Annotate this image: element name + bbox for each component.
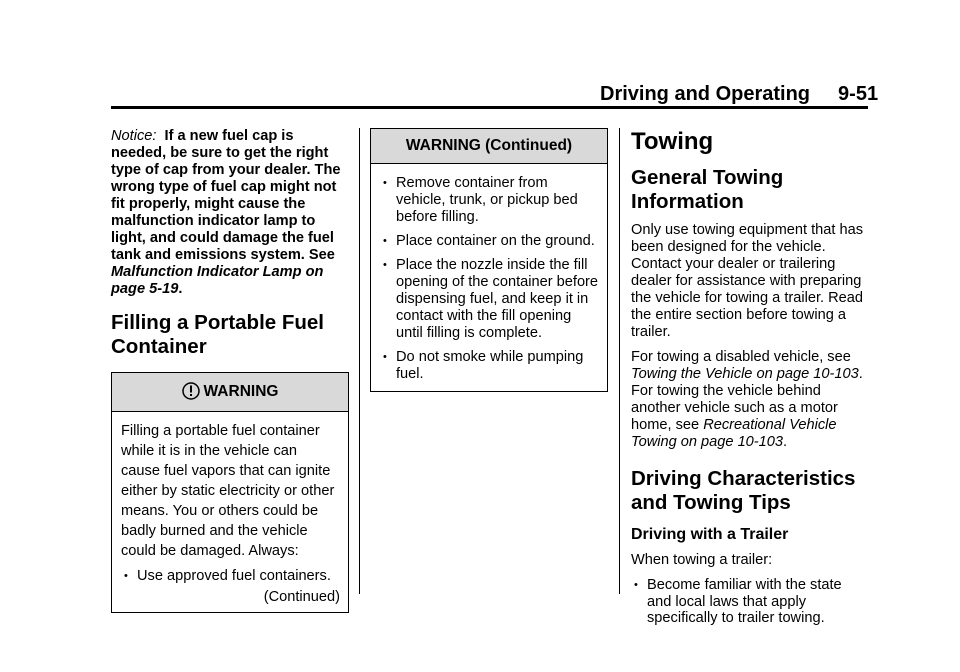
heading-general-towing: General Towing Information [631, 166, 784, 213]
column-divider-1 [359, 128, 360, 594]
trailer-tips-list [631, 577, 868, 627]
warning-body-continued [371, 164, 607, 391]
section-heading-filling: Filling a Portable Fuel Container [111, 311, 324, 358]
bullet-icon: • [634, 579, 638, 591]
list-item: • Use approved fuel containers. [124, 568, 331, 584]
heading-driving-characteristics: Driving Characteristics and Towing Tips [631, 467, 856, 514]
warning-box [111, 372, 349, 613]
list-item: • Place the nozzle inside the fill opening of the container before dispensing fuel, and keep it in contact with the fill opening until filling is complete. [383, 257, 599, 341]
warning-box-continued [370, 128, 608, 392]
column-2 [370, 128, 608, 392]
notice-end: . [178, 281, 183, 297]
column-1 [111, 128, 349, 613]
header-rule [111, 106, 868, 109]
notice-text: If a new fuel cap is needed, be sure to get the right type of cap from your dealer. The wrong type of fuel cap might not fit properly, might cause the malfunction indicator lamp to light, and could damage the fuel tank and emissions system. See [111, 128, 341, 263]
paragraph-disabled-vehicle: For towing a disabled vehicle, see Towing the Vehicle on page 10-103. For towing the vehicle behind another vehicle such as a motor home, see Recreational Vehicle Towing on page 10-103. [631, 349, 863, 450]
warning-list-continued [380, 175, 599, 383]
warning-text: Filling a portable fuel container while it is in the vehicle can cause fuel vapors that can ignite either by static electricity or other means. You or others could be badly burned and the vehicle could be damaged. Always: [121, 423, 335, 559]
paragraph-towing-equipment: Only use towing equipment that has been designed for the vehicle. Contact your dealer or trailering dealer for assistance with preparing the vehicle for towing a trailer. Read the entire section before towing a trailer. [631, 222, 864, 340]
bullet-icon: • [383, 235, 387, 247]
chapter-title-towing: Towing [631, 128, 714, 155]
warning-list [121, 568, 340, 585]
warning-header-continued: WARNING (Continued) [371, 129, 607, 164]
list-item: • Place container on the ground. [383, 233, 595, 249]
bullet-icon: • [383, 351, 387, 363]
notice-paragraph [111, 128, 349, 298]
link-towing-the-vehicle[interactable]: Towing the Vehicle on page 10-103 [631, 366, 859, 382]
list-item: • Remove container from vehicle, trunk, or pickup bed before filling. [383, 175, 578, 225]
section-title: Driving and Operating [600, 83, 811, 105]
page-number: 9-51 [838, 83, 879, 105]
column-3 [631, 128, 868, 627]
list-item: • Become familiar with the state and local laws that apply specifically to trailer towing. [634, 577, 842, 626]
warning-title: WARNING [203, 383, 279, 400]
warning-icon [182, 382, 200, 400]
column-divider-2 [619, 128, 620, 594]
bullet-icon: • [383, 177, 387, 189]
list-item: • Do not smoke while pumping fuel. [383, 349, 584, 382]
paragraph-when-towing: When towing a trailer: [631, 552, 773, 568]
page-header [600, 82, 879, 106]
warning-header [112, 373, 348, 412]
notice-label: Notice: [111, 128, 157, 144]
continued-label: (Continued) [263, 589, 340, 605]
bullet-icon: • [383, 259, 387, 271]
heading-driving-with-trailer: Driving with a Trailer [631, 526, 789, 543]
bullet-icon: • [124, 570, 128, 582]
warning-body [112, 412, 348, 612]
notice-link[interactable]: Malfunction Indicator Lamp on page 5-19 [111, 264, 324, 297]
link-recreational-vehicle-towing[interactable]: Recreational Vehicle Towing on page 10-103 [631, 417, 837, 450]
